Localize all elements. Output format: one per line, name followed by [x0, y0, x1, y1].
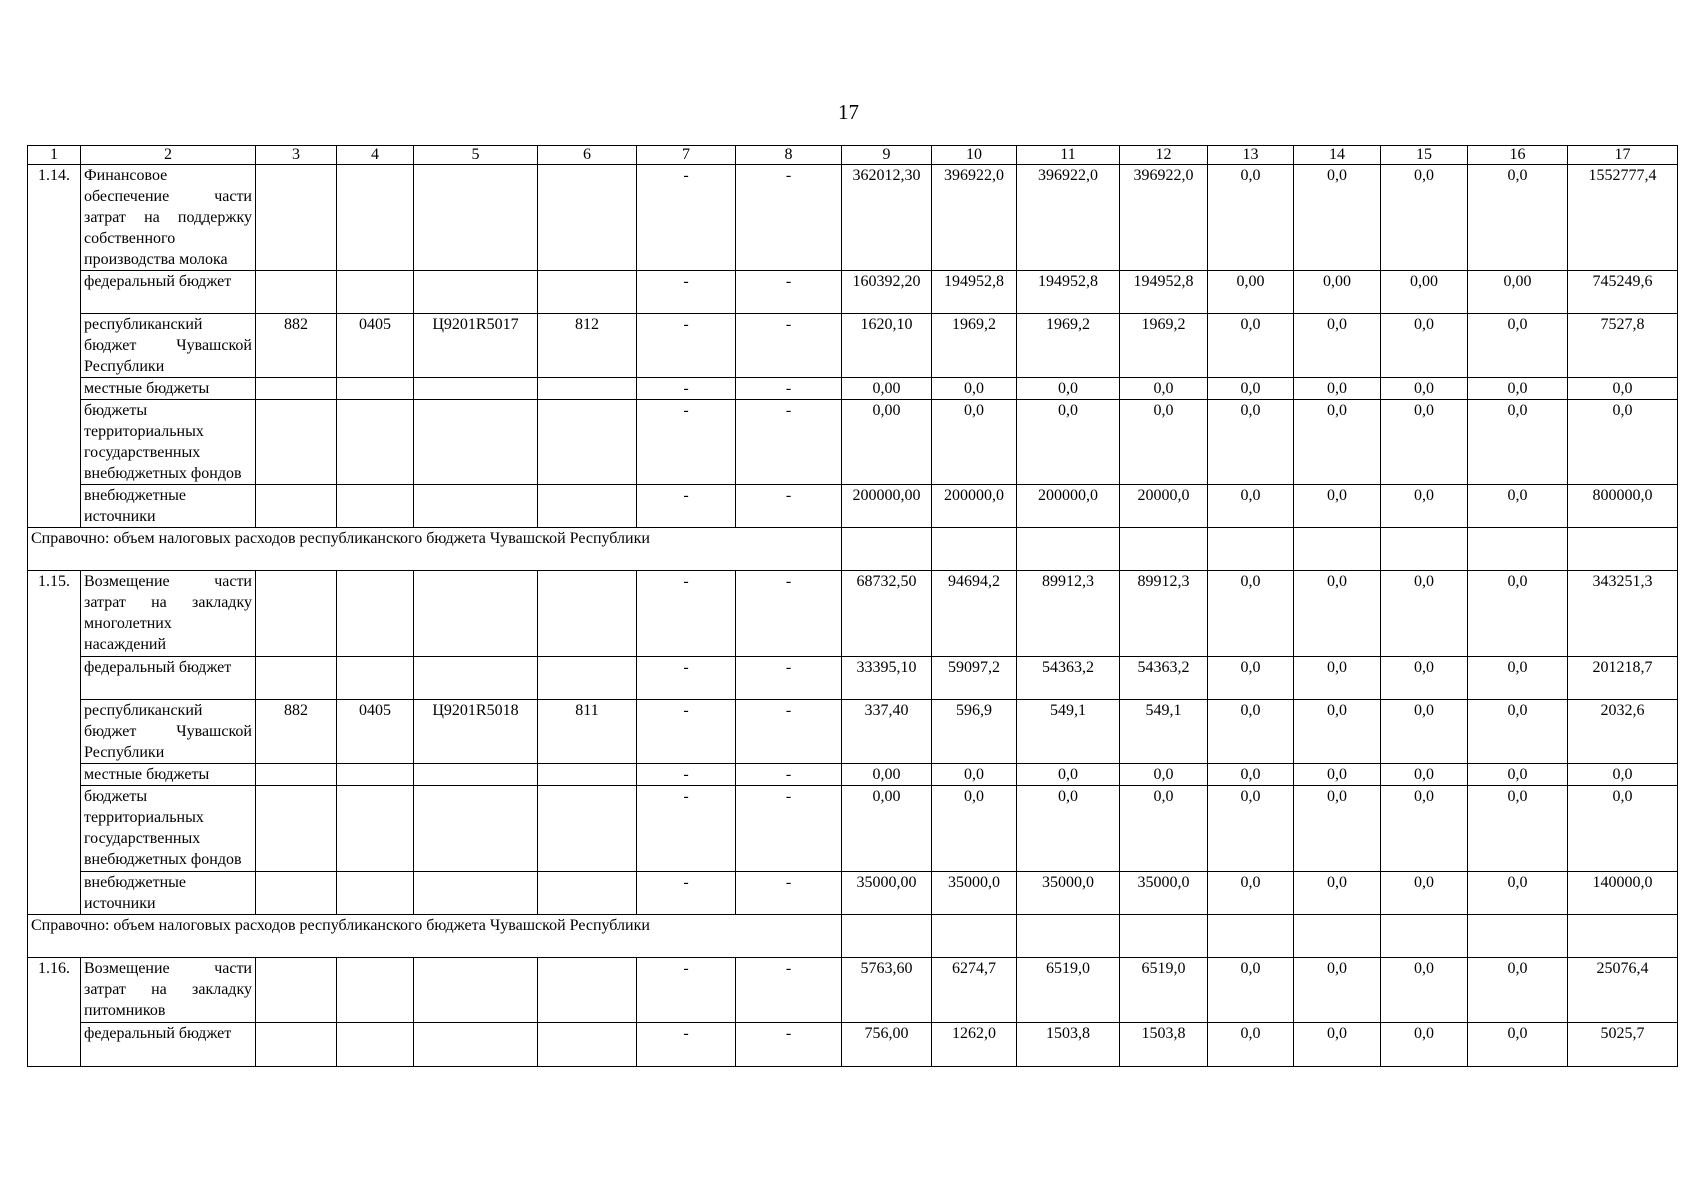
- dash-cell: -: [736, 700, 842, 764]
- value-cell: 0,00: [1294, 271, 1381, 314]
- value-cell: 0,00: [1208, 271, 1294, 314]
- empty-cell: [1208, 915, 1294, 958]
- dash-cell: -: [637, 1023, 736, 1067]
- column-header: 12: [1120, 146, 1208, 165]
- value-cell: 35000,00: [842, 872, 932, 915]
- value-cell: 201218,7: [1568, 657, 1678, 700]
- value-cell: 33395,10: [842, 657, 932, 700]
- value-cell: 549,1: [1120, 700, 1208, 764]
- empty-cell: [1468, 528, 1568, 571]
- code-cell: [256, 1023, 337, 1067]
- value-cell: 25076,4: [1568, 958, 1678, 1023]
- empty-cell: [1208, 528, 1294, 571]
- value-cell: 0,0: [1208, 872, 1294, 915]
- dash-cell: -: [736, 764, 842, 786]
- table-row: [28, 764, 1678, 786]
- value-cell: 0,0: [1208, 400, 1294, 485]
- value-cell: 20000,0: [1120, 485, 1208, 528]
- value-cell: 0,0: [1294, 764, 1381, 786]
- code-cell: [256, 764, 337, 786]
- value-cell: 1552777,4: [1568, 165, 1678, 271]
- code-cell: [414, 764, 538, 786]
- code-cell: [538, 165, 637, 271]
- code-cell: [538, 657, 637, 700]
- column-header: 11: [1017, 146, 1120, 165]
- row-name: внебюджетные источники: [81, 485, 256, 528]
- value-cell: 0,0: [1208, 485, 1294, 528]
- dash-cell: -: [736, 872, 842, 915]
- column-header: 1: [28, 146, 81, 165]
- table-row: [28, 958, 1678, 1023]
- value-cell: 0,0: [1294, 700, 1381, 764]
- code-cell: [256, 400, 337, 485]
- value-cell: 6519,0: [1120, 958, 1208, 1023]
- value-cell: 0,0: [1208, 786, 1294, 872]
- code-cell: 0405: [337, 314, 414, 378]
- code-cell: [256, 872, 337, 915]
- value-cell: 54363,2: [1017, 657, 1120, 700]
- dash-cell: -: [637, 165, 736, 271]
- value-cell: 396922,0: [932, 165, 1017, 271]
- value-cell: 0,0: [1120, 786, 1208, 872]
- value-cell: 756,00: [842, 1023, 932, 1067]
- code-cell: 812: [538, 314, 637, 378]
- value-cell: 0,0: [1208, 165, 1294, 271]
- value-cell: 0,00: [842, 378, 932, 400]
- value-cell: 0,0: [1381, 314, 1468, 378]
- row-name: федеральный бюджет: [81, 271, 256, 314]
- value-cell: 745249,6: [1568, 271, 1678, 314]
- row-name: Возмещение части затрат на закладку многолетних насаждений: [81, 571, 256, 657]
- budget-table: [27, 145, 1678, 1067]
- code-cell: [256, 786, 337, 872]
- value-cell: 0,0: [932, 400, 1017, 485]
- code-cell: Ц9201R5017: [414, 314, 538, 378]
- table-row: [28, 657, 1678, 700]
- code-cell: [538, 958, 637, 1023]
- value-cell: 0,00: [842, 764, 932, 786]
- value-cell: 0,0: [1017, 378, 1120, 400]
- code-cell: [337, 485, 414, 528]
- code-cell: [538, 786, 637, 872]
- value-cell: 0,0: [1468, 958, 1568, 1023]
- value-cell: 1969,2: [932, 314, 1017, 378]
- value-cell: 0,0: [1381, 657, 1468, 700]
- code-cell: [256, 958, 337, 1023]
- row-name: федеральный бюджет: [81, 657, 256, 700]
- value-cell: 1620,10: [842, 314, 932, 378]
- empty-cell: [1017, 528, 1120, 571]
- value-cell: 0,0: [1468, 700, 1568, 764]
- value-cell: 0,0: [1468, 571, 1568, 657]
- dash-cell: -: [637, 700, 736, 764]
- table-row: [28, 271, 1678, 314]
- dash-cell: -: [736, 400, 842, 485]
- value-cell: 200000,0: [1017, 485, 1120, 528]
- value-cell: 0,0: [1294, 786, 1381, 872]
- value-cell: 194952,8: [1120, 271, 1208, 314]
- code-cell: [538, 271, 637, 314]
- value-cell: 140000,0: [1568, 872, 1678, 915]
- empty-cell: [1381, 528, 1468, 571]
- code-cell: [414, 485, 538, 528]
- column-header: 7: [637, 146, 736, 165]
- empty-cell: [1120, 528, 1208, 571]
- column-header: 2: [81, 146, 256, 165]
- value-cell: 89912,3: [1120, 571, 1208, 657]
- code-cell: [337, 378, 414, 400]
- value-cell: 0,00: [1468, 271, 1568, 314]
- column-header: 17: [1568, 146, 1678, 165]
- value-cell: 0,0: [1208, 657, 1294, 700]
- code-cell: [414, 958, 538, 1023]
- code-cell: [414, 1023, 538, 1067]
- dash-cell: -: [637, 764, 736, 786]
- code-cell: [337, 400, 414, 485]
- value-cell: 200000,0: [932, 485, 1017, 528]
- column-header: 13: [1208, 146, 1294, 165]
- dash-cell: -: [637, 872, 736, 915]
- value-cell: 0,0: [932, 786, 1017, 872]
- row-name: республиканский бюджет Чувашской Республики: [81, 700, 256, 764]
- dash-cell: -: [637, 400, 736, 485]
- empty-cell: [1568, 915, 1678, 958]
- value-cell: 0,0: [1208, 314, 1294, 378]
- value-cell: 0,0: [1468, 165, 1568, 271]
- table-row: [28, 786, 1678, 872]
- value-cell: 0,0: [1294, 485, 1381, 528]
- empty-cell: [842, 915, 932, 958]
- code-cell: 882: [256, 700, 337, 764]
- dash-cell: -: [637, 271, 736, 314]
- row-name: республиканский бюджет Чувашской Республики: [81, 314, 256, 378]
- code-cell: [256, 165, 337, 271]
- value-cell: 2032,6: [1568, 700, 1678, 764]
- code-cell: [414, 786, 538, 872]
- value-cell: 337,40: [842, 700, 932, 764]
- value-cell: 0,0: [1208, 1023, 1294, 1067]
- value-cell: 35000,0: [1120, 872, 1208, 915]
- value-cell: 362012,30: [842, 165, 932, 271]
- code-cell: [538, 571, 637, 657]
- reference-row: [28, 915, 1678, 958]
- value-cell: 0,0: [1294, 657, 1381, 700]
- code-cell: [337, 657, 414, 700]
- value-cell: 343251,3: [1568, 571, 1678, 657]
- header-row: [28, 146, 1678, 165]
- value-cell: 549,1: [1017, 700, 1120, 764]
- value-cell: 0,0: [1381, 400, 1468, 485]
- column-header: 9: [842, 146, 932, 165]
- code-cell: [538, 485, 637, 528]
- code-cell: [414, 378, 538, 400]
- code-cell: [337, 165, 414, 271]
- column-header: 10: [932, 146, 1017, 165]
- value-cell: 194952,8: [932, 271, 1017, 314]
- value-cell: 0,0: [1468, 786, 1568, 872]
- row-name: бюджеты территориальных государственных внебюджетных фондов: [81, 786, 256, 872]
- code-cell: [337, 958, 414, 1023]
- value-cell: 0,0: [1568, 400, 1678, 485]
- value-cell: 0,0: [1017, 400, 1120, 485]
- value-cell: 0,0: [1381, 1023, 1468, 1067]
- value-cell: 0,0: [1568, 764, 1678, 786]
- row-name: местные бюджеты: [81, 378, 256, 400]
- value-cell: 0,0: [1294, 165, 1381, 271]
- dash-cell: -: [637, 571, 736, 657]
- value-cell: 6519,0: [1017, 958, 1120, 1023]
- code-cell: [337, 1023, 414, 1067]
- value-cell: 0,0: [1120, 764, 1208, 786]
- value-cell: 0,0: [1381, 786, 1468, 872]
- item-number: 1.14.: [28, 165, 81, 528]
- page-number: 17: [838, 100, 859, 124]
- code-cell: Ц9201R5018: [414, 700, 538, 764]
- value-cell: 5763,60: [842, 958, 932, 1023]
- dash-cell: -: [736, 786, 842, 872]
- value-cell: 1969,2: [1120, 314, 1208, 378]
- value-cell: 0,0: [932, 764, 1017, 786]
- item-number: 1.15.: [28, 571, 81, 915]
- column-header: 4: [337, 146, 414, 165]
- value-cell: 200000,00: [842, 485, 932, 528]
- table-row: [28, 165, 1678, 271]
- value-cell: 0,0: [1208, 958, 1294, 1023]
- code-cell: [256, 657, 337, 700]
- column-header: 8: [736, 146, 842, 165]
- empty-cell: [1568, 528, 1678, 571]
- code-cell: [256, 271, 337, 314]
- table-row: [28, 872, 1678, 915]
- row-name: бюджеты территориальных государственных внебюджетных фондов: [81, 400, 256, 485]
- value-cell: 0,0: [1568, 786, 1678, 872]
- value-cell: 0,0: [1381, 764, 1468, 786]
- dash-cell: -: [637, 958, 736, 1023]
- code-cell: [256, 378, 337, 400]
- value-cell: 0,0: [1468, 400, 1568, 485]
- value-cell: 5025,7: [1568, 1023, 1678, 1067]
- code-cell: [337, 571, 414, 657]
- dash-cell: -: [736, 571, 842, 657]
- value-cell: 800000,0: [1568, 485, 1678, 528]
- value-cell: 0,0: [1294, 1023, 1381, 1067]
- empty-cell: [1120, 915, 1208, 958]
- row-name: внебюджетные источники: [81, 872, 256, 915]
- row-name: федеральный бюджет: [81, 1023, 256, 1067]
- value-cell: 0,0: [1208, 700, 1294, 764]
- value-cell: 7527,8: [1568, 314, 1678, 378]
- value-cell: 0,00: [842, 400, 932, 485]
- value-cell: 0,0: [1381, 958, 1468, 1023]
- value-cell: 160392,20: [842, 271, 932, 314]
- value-cell: 0,00: [1381, 271, 1468, 314]
- value-cell: 0,0: [1468, 1023, 1568, 1067]
- value-cell: 0,0: [1381, 165, 1468, 271]
- code-cell: [538, 764, 637, 786]
- empty-cell: [842, 528, 932, 571]
- value-cell: 0,0: [1294, 378, 1381, 400]
- reference-note: Справочно: объем налоговых расходов республиканского бюджета Чувашской Республики: [28, 915, 842, 958]
- code-cell: [256, 571, 337, 657]
- value-cell: 35000,0: [932, 872, 1017, 915]
- value-cell: 0,0: [1120, 400, 1208, 485]
- value-cell: 0,0: [1208, 378, 1294, 400]
- code-cell: [414, 400, 538, 485]
- value-cell: 54363,2: [1120, 657, 1208, 700]
- value-cell: 0,0: [1294, 314, 1381, 378]
- table-row: [28, 485, 1678, 528]
- value-cell: 89912,3: [1017, 571, 1120, 657]
- code-cell: 0405: [337, 700, 414, 764]
- value-cell: 0,0: [1017, 764, 1120, 786]
- code-cell: [337, 764, 414, 786]
- dash-cell: -: [736, 485, 842, 528]
- value-cell: 0,0: [1294, 958, 1381, 1023]
- value-cell: 68732,50: [842, 571, 932, 657]
- code-cell: 811: [538, 700, 637, 764]
- code-cell: [538, 872, 637, 915]
- value-cell: 0,0: [1381, 700, 1468, 764]
- dash-cell: -: [736, 378, 842, 400]
- value-cell: 0,0: [1208, 571, 1294, 657]
- value-cell: 1503,8: [1017, 1023, 1120, 1067]
- column-header: 5: [414, 146, 538, 165]
- value-cell: 0,0: [1294, 571, 1381, 657]
- code-cell: 882: [256, 314, 337, 378]
- value-cell: 94694,2: [932, 571, 1017, 657]
- value-cell: 35000,0: [1017, 872, 1120, 915]
- value-cell: 0,0: [1294, 400, 1381, 485]
- table-row: [28, 400, 1678, 485]
- column-header: 14: [1294, 146, 1381, 165]
- column-header: 16: [1468, 146, 1568, 165]
- code-cell: [256, 485, 337, 528]
- code-cell: [538, 378, 637, 400]
- dash-cell: -: [637, 485, 736, 528]
- dash-cell: -: [637, 378, 736, 400]
- dash-cell: -: [736, 1023, 842, 1067]
- value-cell: 0,0: [1294, 872, 1381, 915]
- row-name: местные бюджеты: [81, 764, 256, 786]
- value-cell: 0,0: [1468, 764, 1568, 786]
- dash-cell: -: [637, 314, 736, 378]
- value-cell: 0,0: [1568, 378, 1678, 400]
- table-row: [28, 314, 1678, 378]
- column-header: 3: [256, 146, 337, 165]
- empty-cell: [1381, 915, 1468, 958]
- value-cell: 396922,0: [1120, 165, 1208, 271]
- value-cell: 0,00: [842, 786, 932, 872]
- value-cell: 59097,2: [932, 657, 1017, 700]
- code-cell: [414, 271, 538, 314]
- value-cell: 0,0: [1381, 872, 1468, 915]
- column-header: 15: [1381, 146, 1468, 165]
- code-cell: [414, 872, 538, 915]
- code-cell: [538, 1023, 637, 1067]
- code-cell: [337, 271, 414, 314]
- value-cell: 0,0: [1381, 571, 1468, 657]
- dash-cell: -: [736, 958, 842, 1023]
- value-cell: 0,0: [1468, 872, 1568, 915]
- value-cell: 0,0: [1468, 485, 1568, 528]
- table-row: [28, 378, 1678, 400]
- value-cell: 0,0: [1468, 657, 1568, 700]
- value-cell: 0,0: [1381, 485, 1468, 528]
- dash-cell: -: [637, 657, 736, 700]
- code-cell: [414, 657, 538, 700]
- reference-note: Справочно: объем налоговых расходов республиканского бюджета Чувашской Республики: [28, 528, 842, 571]
- table-row: [28, 700, 1678, 764]
- value-cell: 0,0: [1208, 764, 1294, 786]
- row-name: Возмещение части затрат на закладку питомников: [81, 958, 256, 1023]
- dash-cell: -: [736, 314, 842, 378]
- column-header: 6: [538, 146, 637, 165]
- code-cell: [337, 872, 414, 915]
- dash-cell: -: [736, 657, 842, 700]
- value-cell: 194952,8: [1017, 271, 1120, 314]
- value-cell: 0,0: [1017, 786, 1120, 872]
- code-cell: [337, 786, 414, 872]
- empty-cell: [1294, 915, 1381, 958]
- value-cell: 396922,0: [1017, 165, 1120, 271]
- code-cell: [414, 165, 538, 271]
- value-cell: 6274,7: [932, 958, 1017, 1023]
- dash-cell: -: [736, 165, 842, 271]
- table-row: [28, 571, 1678, 657]
- value-cell: 1262,0: [932, 1023, 1017, 1067]
- empty-cell: [932, 528, 1017, 571]
- reference-row: [28, 528, 1678, 571]
- code-cell: [538, 400, 637, 485]
- dash-cell: -: [637, 786, 736, 872]
- item-number: 1.16.: [28, 958, 81, 1067]
- value-cell: 1503,8: [1120, 1023, 1208, 1067]
- row-name: Финансовое обеспечение части затрат на поддержку собственного производства молока: [81, 165, 256, 271]
- empty-cell: [1294, 528, 1381, 571]
- value-cell: 0,0: [1468, 314, 1568, 378]
- empty-cell: [1017, 915, 1120, 958]
- value-cell: 596,9: [932, 700, 1017, 764]
- empty-cell: [932, 915, 1017, 958]
- value-cell: 0,0: [1468, 378, 1568, 400]
- value-cell: 1969,2: [1017, 314, 1120, 378]
- value-cell: 0,0: [1381, 378, 1468, 400]
- value-cell: 0,0: [1120, 378, 1208, 400]
- value-cell: 0,0: [932, 378, 1017, 400]
- dash-cell: -: [736, 271, 842, 314]
- table-row: [28, 1023, 1678, 1067]
- code-cell: [414, 571, 538, 657]
- empty-cell: [1468, 915, 1568, 958]
